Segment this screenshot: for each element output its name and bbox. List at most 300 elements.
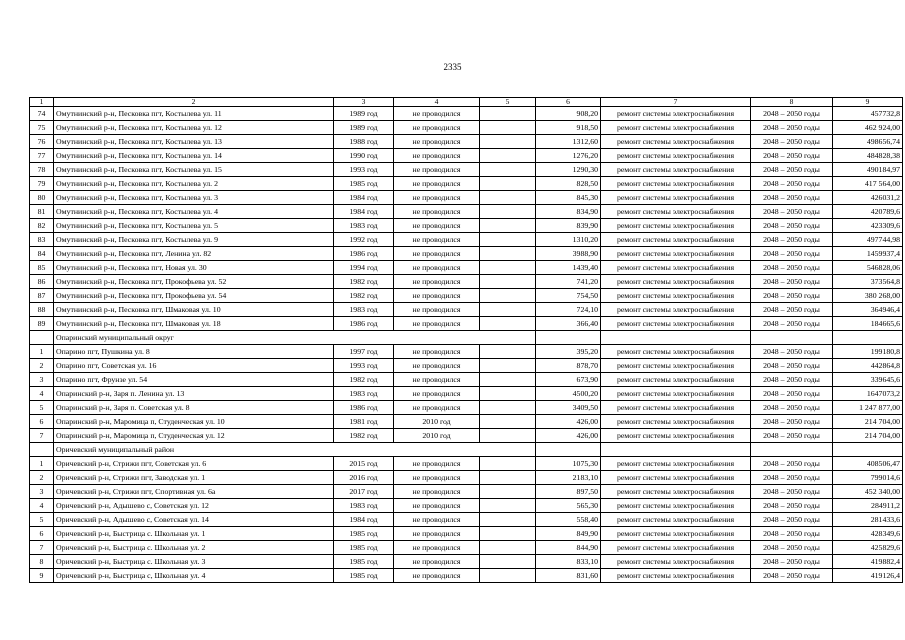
repair-period-cell: 2048 – 2050 годы xyxy=(751,149,833,163)
area-cell: 897,50 xyxy=(536,485,601,499)
last-repair-year-cell: не проводился xyxy=(394,247,480,261)
construction-year-cell: 1981 год xyxy=(334,415,394,429)
area-cell: 673,90 xyxy=(536,373,601,387)
work-type-cell: ремонт системы электроснабжения xyxy=(601,485,751,499)
row-number-cell: 1 xyxy=(30,345,54,359)
area-cell: 3409,50 xyxy=(536,401,601,415)
section-header-row xyxy=(30,443,903,457)
work-type-cell: ремонт системы электроснабжения xyxy=(601,135,751,149)
cost-cell: 419882,4 xyxy=(833,555,903,569)
table-row xyxy=(30,177,903,191)
construction-year-cell: 1983 год xyxy=(334,219,394,233)
cost-cell: 214 704,00 xyxy=(833,415,903,429)
last-repair-year-cell: 2010 год xyxy=(394,415,480,429)
repair-period-cell: 2048 – 2050 годы xyxy=(751,107,833,121)
repair-period-cell: 2048 – 2050 годы xyxy=(751,387,833,401)
page-number: 2335 xyxy=(443,62,462,72)
section-header-row xyxy=(30,331,903,345)
work-type-cell: ремонт системы электроснабжения xyxy=(601,541,751,555)
construction-year-cell: 1983 год xyxy=(334,387,394,401)
table-row xyxy=(30,191,903,205)
address-cell: Омутнинский р-н, Песковка пгт, Костылева ул. 9 xyxy=(54,233,334,247)
work-type-cell: ремонт системы электроснабжения xyxy=(601,555,751,569)
repair-period-cell: 2048 – 2050 годы xyxy=(751,373,833,387)
empty-cell-cell xyxy=(480,569,536,583)
area-cell: 565,30 xyxy=(536,499,601,513)
row-number-cell: 5 xyxy=(30,513,54,527)
repair-period-cell: 2048 – 2050 годы xyxy=(751,191,833,205)
last-repair-year-cell: не проводился xyxy=(394,527,480,541)
work-type-cell: ремонт системы электроснабжения xyxy=(601,401,751,415)
last-repair-year-cell: не проводился xyxy=(394,569,480,583)
repair-period-cell: 2048 – 2050 годы xyxy=(751,541,833,555)
work-type-cell: ремонт системы электроснабжения xyxy=(601,233,751,247)
empty-cell-cell xyxy=(480,555,536,569)
address-cell: Омутнинский р-н, Песковка пгт, Новая ул. 30 xyxy=(54,261,334,275)
last-repair-year-cell: не проводился xyxy=(394,345,480,359)
empty-cell-cell xyxy=(480,177,536,191)
cost-cell: 1 247 877,00 xyxy=(833,401,903,415)
address-cell: Оричевский р-н, Быстрица с. Школьная ул. 2 xyxy=(54,541,334,555)
cost-cell: 373564,8 xyxy=(833,275,903,289)
column-header: 9 xyxy=(833,98,903,107)
empty-cell-cell xyxy=(480,485,536,499)
last-repair-year-cell: не проводился xyxy=(394,205,480,219)
last-repair-year-cell: не проводился xyxy=(394,401,480,415)
section-empty-cell xyxy=(30,443,54,457)
row-number-cell: 82 xyxy=(30,219,54,233)
empty-cell-cell xyxy=(480,163,536,177)
address-cell: Омутнинский р-н, Песковка пгт, Костылева ул. 2 xyxy=(54,177,334,191)
table-row xyxy=(30,429,903,443)
work-type-cell: ремонт системы электроснабжения xyxy=(601,415,751,429)
construction-year-cell: 1983 год xyxy=(334,499,394,513)
construction-year-cell: 1992 год xyxy=(334,233,394,247)
construction-year-cell: 1985 год xyxy=(334,177,394,191)
housing-repair-table xyxy=(29,97,903,583)
empty-cell-cell xyxy=(480,429,536,443)
address-cell: Омутнинский р-н, Песковка пгт, Ленина ул. 82 xyxy=(54,247,334,261)
work-type-cell: ремонт системы электроснабжения xyxy=(601,219,751,233)
cost-cell: 428349,6 xyxy=(833,527,903,541)
table-row xyxy=(30,401,903,415)
address-cell: Омутнинский р-н, Песковка пгт, Костылева ул. 11 xyxy=(54,107,334,121)
address-cell: Омутнинский р-н, Песковка пгт, Костылева ул. 4 xyxy=(54,205,334,219)
empty-cell-cell xyxy=(480,471,536,485)
table-row xyxy=(30,317,903,331)
cost-cell: 442864,8 xyxy=(833,359,903,373)
empty-cell-cell xyxy=(480,415,536,429)
repair-period-cell: 2048 – 2050 годы xyxy=(751,569,833,583)
area-cell: 395,20 xyxy=(536,345,601,359)
last-repair-year-cell: не проводился xyxy=(394,275,480,289)
repair-period-cell: 2048 – 2050 годы xyxy=(751,261,833,275)
work-type-cell: ремонт системы электроснабжения xyxy=(601,275,751,289)
area-cell: 878,70 xyxy=(536,359,601,373)
construction-year-cell: 1982 год xyxy=(334,289,394,303)
table-row xyxy=(30,387,903,401)
empty-cell-cell xyxy=(480,513,536,527)
empty-cell-cell xyxy=(480,359,536,373)
empty-cell-cell xyxy=(480,121,536,135)
construction-year-cell: 1986 год xyxy=(334,247,394,261)
row-number-cell: 77 xyxy=(30,149,54,163)
table-row xyxy=(30,163,903,177)
area-cell: 828,50 xyxy=(536,177,601,191)
work-type-cell: ремонт системы электроснабжения xyxy=(601,345,751,359)
table-row xyxy=(30,135,903,149)
area-cell: 831,60 xyxy=(536,569,601,583)
work-type-cell: ремонт системы электроснабжения xyxy=(601,387,751,401)
repair-period-cell: 2048 – 2050 годы xyxy=(751,513,833,527)
row-number-cell: 88 xyxy=(30,303,54,317)
section-empty-cell xyxy=(751,443,833,457)
table-row xyxy=(30,107,903,121)
table-row xyxy=(30,261,903,275)
construction-year-cell: 1983 год xyxy=(334,303,394,317)
construction-year-cell: 1984 год xyxy=(334,513,394,527)
repair-period-cell: 2048 – 2050 годы xyxy=(751,163,833,177)
cost-cell: 484828,38 xyxy=(833,149,903,163)
area-cell: 849,90 xyxy=(536,527,601,541)
address-cell: Омутнинский р-н, Песковка пгт, Прокофьева ул. 54 xyxy=(54,289,334,303)
section-empty-cell xyxy=(536,443,601,457)
table-row xyxy=(30,359,903,373)
last-repair-year-cell: не проводился xyxy=(394,107,480,121)
cost-cell: 419126,4 xyxy=(833,569,903,583)
empty-cell-cell xyxy=(480,205,536,219)
address-cell: Опаринский р-н, Заря п. Советская ул. 8 xyxy=(54,401,334,415)
row-number-cell: 7 xyxy=(30,429,54,443)
area-cell: 1312,60 xyxy=(536,135,601,149)
address-cell: Опаринский р-н, Маромица п, Студенческая ул. 12 xyxy=(54,429,334,443)
cost-cell: 339645,6 xyxy=(833,373,903,387)
table-row xyxy=(30,233,903,247)
repair-period-cell: 2048 – 2050 годы xyxy=(751,345,833,359)
area-cell: 3988,90 xyxy=(536,247,601,261)
table-row xyxy=(30,541,903,555)
row-number-cell: 2 xyxy=(30,471,54,485)
row-number-cell: 86 xyxy=(30,275,54,289)
empty-cell-cell xyxy=(480,317,536,331)
row-number-cell: 5 xyxy=(30,401,54,415)
area-cell: 754,50 xyxy=(536,289,601,303)
repair-period-cell: 2048 – 2050 годы xyxy=(751,401,833,415)
last-repair-year-cell: не проводился xyxy=(394,387,480,401)
address-cell: Омутнинский р-н, Песковка пгт, Костылева ул. 15 xyxy=(54,163,334,177)
row-number-cell: 2 xyxy=(30,359,54,373)
address-cell: Опарино пгт, Фрунзе ул. 54 xyxy=(54,373,334,387)
repair-period-cell: 2048 – 2050 годы xyxy=(751,429,833,443)
area-cell: 918,50 xyxy=(536,121,601,135)
table-row xyxy=(30,205,903,219)
work-type-cell: ремонт системы электроснабжения xyxy=(601,163,751,177)
work-type-cell: ремонт системы электроснабжения xyxy=(601,429,751,443)
repair-period-cell: 2048 – 2050 годы xyxy=(751,471,833,485)
area-cell: 844,90 xyxy=(536,541,601,555)
construction-year-cell: 1982 год xyxy=(334,429,394,443)
area-cell: 1290,30 xyxy=(536,163,601,177)
repair-period-cell: 2048 – 2050 годы xyxy=(751,275,833,289)
row-number-cell: 76 xyxy=(30,135,54,149)
work-type-cell: ремонт системы электроснабжения xyxy=(601,177,751,191)
address-cell: Оричевский р-н, Стрижи пгт, Спортивная ул. 6а xyxy=(54,485,334,499)
address-cell: Оричевский р-н, Стрижи пгт, Советская ул. 6 xyxy=(54,457,334,471)
area-cell: 833,10 xyxy=(536,555,601,569)
repair-period-cell: 2048 – 2050 годы xyxy=(751,247,833,261)
repair-period-cell: 2048 – 2050 годы xyxy=(751,135,833,149)
cost-cell: 420789,6 xyxy=(833,205,903,219)
work-type-cell: ремонт системы электроснабжения xyxy=(601,191,751,205)
empty-cell-cell xyxy=(480,401,536,415)
work-type-cell: ремонт системы электроснабжения xyxy=(601,457,751,471)
table-row xyxy=(30,373,903,387)
last-repair-year-cell: не проводился xyxy=(394,499,480,513)
repair-period-cell: 2048 – 2050 годы xyxy=(751,555,833,569)
cost-cell: 426031,2 xyxy=(833,191,903,205)
work-type-cell: ремонт системы электроснабжения xyxy=(601,569,751,583)
cost-cell: 498656,74 xyxy=(833,135,903,149)
repair-period-cell: 2048 – 2050 годы xyxy=(751,527,833,541)
construction-year-cell: 1994 год xyxy=(334,261,394,275)
table-row xyxy=(30,457,903,471)
row-number-cell: 3 xyxy=(30,373,54,387)
repair-period-cell: 2048 – 2050 годы xyxy=(751,415,833,429)
table-row xyxy=(30,289,903,303)
column-number-row xyxy=(30,98,903,107)
column-header: 5 xyxy=(480,98,536,107)
empty-cell-cell xyxy=(480,149,536,163)
empty-cell-cell xyxy=(480,457,536,471)
cost-cell: 199180,8 xyxy=(833,345,903,359)
row-number-cell: 75 xyxy=(30,121,54,135)
last-repair-year-cell: не проводился xyxy=(394,471,480,485)
column-header: 4 xyxy=(394,98,480,107)
empty-cell-cell xyxy=(480,191,536,205)
table-row xyxy=(30,555,903,569)
construction-year-cell: 1985 год xyxy=(334,527,394,541)
last-repair-year-cell: не проводился xyxy=(394,541,480,555)
repair-period-cell: 2048 – 2050 годы xyxy=(751,289,833,303)
row-number-cell: 83 xyxy=(30,233,54,247)
area-cell: 724,10 xyxy=(536,303,601,317)
column-header: 2 xyxy=(54,98,334,107)
construction-year-cell: 2015 год xyxy=(334,457,394,471)
table-row xyxy=(30,471,903,485)
empty-cell-cell xyxy=(480,107,536,121)
last-repair-year-cell: не проводился xyxy=(394,163,480,177)
construction-year-cell: 1984 год xyxy=(334,205,394,219)
column-header: 7 xyxy=(601,98,751,107)
empty-cell-cell xyxy=(480,541,536,555)
repair-period-cell: 2048 – 2050 годы xyxy=(751,303,833,317)
row-number-cell: 79 xyxy=(30,177,54,191)
work-type-cell: ремонт системы электроснабжения xyxy=(601,373,751,387)
address-cell: Омутнинский р-н, Песковка пгт, Костылева ул. 5 xyxy=(54,219,334,233)
row-number-cell: 74 xyxy=(30,107,54,121)
construction-year-cell: 1984 год xyxy=(334,191,394,205)
work-type-cell: ремонт системы электроснабжения xyxy=(601,359,751,373)
last-repair-year-cell: не проводился xyxy=(394,219,480,233)
row-number-cell: 4 xyxy=(30,499,54,513)
area-cell: 1075,30 xyxy=(536,457,601,471)
area-cell: 1310,20 xyxy=(536,233,601,247)
last-repair-year-cell: не проводился xyxy=(394,289,480,303)
construction-year-cell: 2017 год xyxy=(334,485,394,499)
address-cell: Омутнинский р-н, Песковка пгт, Костылева ул. 14 xyxy=(54,149,334,163)
row-number-cell: 3 xyxy=(30,485,54,499)
last-repair-year-cell: не проводился xyxy=(394,233,480,247)
table-row xyxy=(30,149,903,163)
section-empty-cell xyxy=(833,443,903,457)
work-type-cell: ремонт системы электроснабжения xyxy=(601,499,751,513)
construction-year-cell: 1985 год xyxy=(334,541,394,555)
row-number-cell: 4 xyxy=(30,387,54,401)
row-number-cell: 7 xyxy=(30,541,54,555)
construction-year-cell: 1982 год xyxy=(334,275,394,289)
table-row xyxy=(30,569,903,583)
last-repair-year-cell: не проводился xyxy=(394,359,480,373)
table-row xyxy=(30,121,903,135)
section-empty-cell xyxy=(751,331,833,345)
area-cell: 1276,20 xyxy=(536,149,601,163)
row-number-cell: 89 xyxy=(30,317,54,331)
row-number-cell: 78 xyxy=(30,163,54,177)
area-cell: 2183,10 xyxy=(536,471,601,485)
cost-cell: 546828,06 xyxy=(833,261,903,275)
empty-cell-cell xyxy=(480,219,536,233)
work-type-cell: ремонт системы электроснабжения xyxy=(601,205,751,219)
column-header: 3 xyxy=(334,98,394,107)
cost-cell: 457732,8 xyxy=(833,107,903,121)
row-number-cell: 85 xyxy=(30,261,54,275)
repair-period-cell: 2048 – 2050 годы xyxy=(751,177,833,191)
last-repair-year-cell: не проводился xyxy=(394,555,480,569)
cost-cell: 490184,97 xyxy=(833,163,903,177)
construction-year-cell: 1989 год xyxy=(334,107,394,121)
column-header: 8 xyxy=(751,98,833,107)
cost-cell: 184665,6 xyxy=(833,317,903,331)
last-repair-year-cell: не проводился xyxy=(394,303,480,317)
address-cell: Оричевский р-н, Адышево с, Советская ул. 12 xyxy=(54,499,334,513)
construction-year-cell: 1982 год xyxy=(334,373,394,387)
area-cell: 426,00 xyxy=(536,429,601,443)
row-number-cell: 8 xyxy=(30,555,54,569)
row-number-cell: 84 xyxy=(30,247,54,261)
repair-period-cell: 2048 – 2050 годы xyxy=(751,457,833,471)
work-type-cell: ремонт системы электроснабжения xyxy=(601,471,751,485)
cost-cell: 281433,6 xyxy=(833,513,903,527)
table-row xyxy=(30,499,903,513)
empty-cell-cell xyxy=(480,527,536,541)
repair-period-cell: 2048 – 2050 годы xyxy=(751,233,833,247)
work-type-cell: ремонт системы электроснабжения xyxy=(601,149,751,163)
table-row xyxy=(30,415,903,429)
table-row xyxy=(30,513,903,527)
repair-period-cell: 2048 – 2050 годы xyxy=(751,359,833,373)
construction-year-cell: 1993 год xyxy=(334,359,394,373)
construction-year-cell: 1990 год xyxy=(334,149,394,163)
section-empty-cell xyxy=(601,331,751,345)
cost-cell: 284911,2 xyxy=(833,499,903,513)
construction-year-cell: 1993 год xyxy=(334,163,394,177)
last-repair-year-cell: не проводился xyxy=(394,191,480,205)
last-repair-year-cell: не проводился xyxy=(394,135,480,149)
empty-cell-cell xyxy=(480,289,536,303)
last-repair-year-cell: не проводился xyxy=(394,457,480,471)
work-type-cell: ремонт системы электроснабжения xyxy=(601,317,751,331)
address-cell: Оричевский р-н, Быстрица с. Школьная ул. 3 xyxy=(54,555,334,569)
cost-cell: 497744,98 xyxy=(833,233,903,247)
section-title: Опаринский муниципальный округ xyxy=(54,331,536,345)
cost-cell: 364946,4 xyxy=(833,303,903,317)
row-number-cell: 6 xyxy=(30,415,54,429)
address-cell: Омутнинский р-н, Песковка пгт, Шмаковая ул. 10 xyxy=(54,303,334,317)
last-repair-year-cell: не проводился xyxy=(394,121,480,135)
construction-year-cell: 1985 год xyxy=(334,569,394,583)
work-type-cell: ремонт системы электроснабжения xyxy=(601,289,751,303)
address-cell: Опаринский р-н, Маромица п, Студенческая ул. 10 xyxy=(54,415,334,429)
section-empty-cell xyxy=(833,331,903,345)
address-cell: Опарино пгт, Пушкина ул. 8 xyxy=(54,345,334,359)
construction-year-cell: 1997 год xyxy=(334,345,394,359)
address-cell: Оричевский р-н, Стрижи пгт, Заводская ул. 1 xyxy=(54,471,334,485)
table-row xyxy=(30,527,903,541)
repair-period-cell: 2048 – 2050 годы xyxy=(751,317,833,331)
address-cell: Омутнинский р-н, Песковка пгт, Костылева ул. 3 xyxy=(54,191,334,205)
address-cell: Омутнинский р-н, Песковка пгт, Костылева ул. 12 xyxy=(54,121,334,135)
section-empty-cell xyxy=(601,443,751,457)
area-cell: 839,90 xyxy=(536,219,601,233)
cost-cell: 417 564,00 xyxy=(833,177,903,191)
repair-period-cell: 2048 – 2050 годы xyxy=(751,205,833,219)
cost-cell: 462 924,00 xyxy=(833,121,903,135)
empty-cell-cell xyxy=(480,261,536,275)
table-row xyxy=(30,345,903,359)
last-repair-year-cell: не проводился xyxy=(394,149,480,163)
work-type-cell: ремонт системы электроснабжения xyxy=(601,513,751,527)
construction-year-cell: 1988 год xyxy=(334,135,394,149)
address-cell: Опаринский р-н, Заря п. Ленина ул. 13 xyxy=(54,387,334,401)
column-header: 1 xyxy=(30,98,54,107)
area-cell: 741,20 xyxy=(536,275,601,289)
empty-cell-cell xyxy=(480,135,536,149)
cost-cell: 380 268,00 xyxy=(833,289,903,303)
work-type-cell: ремонт системы электроснабжения xyxy=(601,247,751,261)
address-cell: Омутнинский р-н, Песковка пгт, Прокофьева ул. 52 xyxy=(54,275,334,289)
last-repair-year-cell: не проводился xyxy=(394,373,480,387)
empty-cell-cell xyxy=(480,233,536,247)
area-cell: 908,20 xyxy=(536,107,601,121)
cost-cell: 1647073,2 xyxy=(833,387,903,401)
construction-year-cell: 1985 год xyxy=(334,555,394,569)
empty-cell-cell xyxy=(480,275,536,289)
work-type-cell: ремонт системы электроснабжения xyxy=(601,303,751,317)
row-number-cell: 81 xyxy=(30,205,54,219)
empty-cell-cell xyxy=(480,499,536,513)
area-cell: 558,40 xyxy=(536,513,601,527)
section-title: Оричевский муниципальный район xyxy=(54,443,536,457)
address-cell: Опарино пгт, Советская ул. 16 xyxy=(54,359,334,373)
table-body xyxy=(30,107,903,583)
last-repair-year-cell: не проводился xyxy=(394,317,480,331)
area-cell: 366,40 xyxy=(536,317,601,331)
address-cell: Омутнинский р-н, Песковка пгт, Шмаковая ул. 18 xyxy=(54,317,334,331)
work-type-cell: ремонт системы электроснабжения xyxy=(601,527,751,541)
address-cell: Оричевский р-н, Быстрица с. Школьная ул. 1 xyxy=(54,527,334,541)
work-type-cell: ремонт системы электроснабжения xyxy=(601,121,751,135)
area-cell: 834,90 xyxy=(536,205,601,219)
